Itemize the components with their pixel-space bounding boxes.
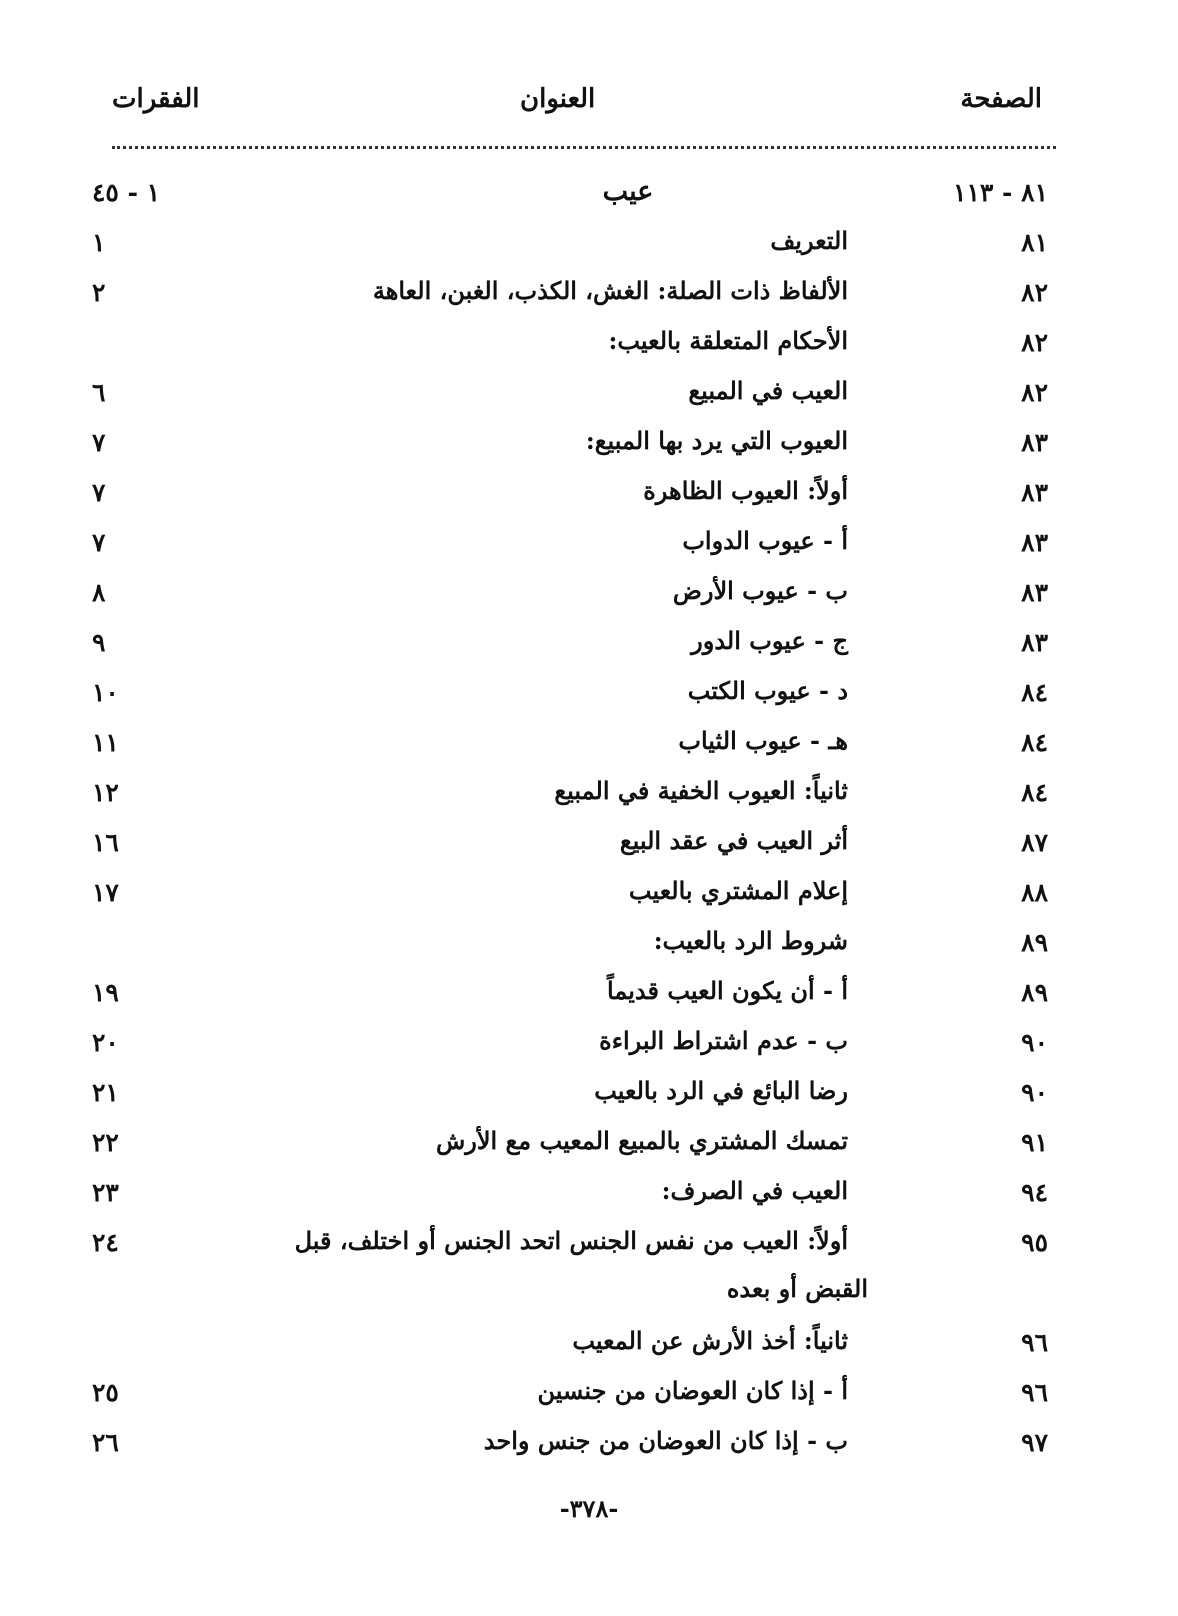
toc-page: ٨٣ (1021, 428, 1048, 457)
toc-page: ٨٤ (1021, 778, 1048, 807)
toc-para: ٢٣ (92, 1178, 119, 1207)
toc-para: ٧ (92, 478, 106, 507)
toc-page: ٨١ (1021, 228, 1048, 257)
toc-para: ١٢ (92, 778, 119, 807)
toc-page: ٨٣ (1021, 528, 1048, 557)
toc-page: ٨٢ (1021, 378, 1048, 407)
toc-row (0, 470, 1178, 520)
toc-title: تمسك المشتري بالمبيع المعيب مع الأرش (435, 1126, 848, 1155)
toc-para: ١٩ (92, 978, 119, 1007)
header-page-label: الصفحة (960, 84, 1042, 114)
toc-para: ٢٤ (92, 1228, 119, 1257)
toc-title: أثر العيب في عقد البيع (619, 826, 848, 855)
toc-title: الألفاظ ذات الصلة: الغش، الكذب، الغبن، العاهة (372, 276, 848, 305)
toc-page: ٩٥ (1021, 1228, 1048, 1257)
toc-title-continuation: القبض أو بعده (726, 1274, 868, 1303)
toc-para: ٨ (92, 578, 106, 607)
column-header (0, 84, 1178, 124)
toc-page: ٨٧ (1021, 828, 1048, 857)
header-paragraphs-label: الفقرات (112, 84, 200, 114)
toc-page: ٩٦ (1021, 1378, 1048, 1407)
toc-page: ٩٠ (1021, 1078, 1048, 1107)
toc-title: ثانياً: أخذ الأرش عن المعيب (572, 1326, 848, 1355)
toc-row (0, 970, 1178, 1020)
toc-page: ٨٢ (1021, 328, 1048, 357)
toc-title: التعريف (770, 226, 848, 255)
dotted-divider (112, 146, 1056, 149)
toc-page: ٨٤ (1021, 678, 1048, 707)
toc-title: العيب في الصرف: (661, 1176, 848, 1205)
toc-title: رضا البائع في الرد بالعيب (594, 1076, 848, 1105)
toc-para: ١٧ (92, 878, 119, 907)
toc-page: ٩٦ (1021, 1328, 1048, 1357)
header-title-label: العنوان (520, 84, 596, 114)
toc-title: ج - عيوب الدور (691, 626, 848, 655)
toc-page: ٩١ (1021, 1128, 1048, 1157)
toc-para-range: ١ - ٤٥ (92, 178, 161, 207)
toc-title: ثانياً: العيوب الخفية في المبيع (554, 776, 848, 805)
toc-row (0, 420, 1178, 470)
toc-para: ١ (92, 228, 106, 257)
toc-title: ب - عدم اشتراط البراءة (599, 1026, 848, 1055)
toc-row (0, 1370, 1178, 1420)
toc-title: أ - أن يكون العيب قديماً (607, 976, 848, 1005)
toc-page: ٨٩ (1021, 928, 1048, 957)
toc-para: ١٠ (92, 678, 119, 707)
toc-para: ٦ (92, 378, 106, 407)
toc-row (0, 1070, 1178, 1120)
toc-title: أولاً: العيب من نفس الجنس اتحد الجنس أو اختلف، قبل (294, 1226, 848, 1255)
toc-row (0, 820, 1178, 870)
toc-row (0, 270, 1178, 320)
toc-title: العيب في المبيع (688, 376, 848, 405)
toc-page: ٨٩ (1021, 978, 1048, 1007)
toc-para: ٢٢ (92, 1128, 119, 1157)
toc-title: الأحكام المتعلقة بالعيب: (608, 326, 848, 355)
toc-title: إعلام المشتري بالعيب (628, 876, 848, 905)
toc-row (0, 320, 1178, 370)
toc-page: ٨٣ (1021, 578, 1048, 607)
toc-row-continuation (0, 1270, 1178, 1320)
toc-page: ٩٤ (1021, 1178, 1048, 1207)
toc-row (0, 1170, 1178, 1220)
toc-title: د - عيوب الكتب (687, 676, 848, 705)
toc-para: ٢١ (92, 1078, 119, 1107)
toc-page-range: ٨١ - ١١٣ (953, 178, 1048, 207)
toc-row (0, 370, 1178, 420)
toc-title: أ - إذا كان العوضان من جنسين (537, 1376, 848, 1405)
toc-row (0, 1220, 1178, 1270)
toc-para: ٧ (92, 528, 106, 557)
toc-row (0, 1320, 1178, 1370)
toc-row (0, 720, 1178, 770)
toc-row (0, 570, 1178, 620)
toc-para: ٩ (92, 628, 106, 657)
toc-para: ٧ (92, 428, 106, 457)
toc-page: ٨٢ (1021, 278, 1048, 307)
toc-page: ٨٣ (1021, 628, 1048, 657)
toc-title: أولاً: العيوب الظاهرة (643, 476, 848, 505)
toc-page: ٨٤ (1021, 728, 1048, 757)
toc-row (0, 870, 1178, 920)
toc-title: ب - إذا كان العوضان من جنس واحد (483, 1426, 848, 1455)
toc-row (0, 1020, 1178, 1070)
toc-para: ١١ (92, 728, 119, 757)
toc-para: ٢ (92, 278, 106, 307)
toc-para: ٢٠ (92, 1028, 119, 1057)
toc-page: ٩٠ (1021, 1028, 1048, 1057)
toc-row (0, 220, 1178, 270)
toc-row (0, 1120, 1178, 1170)
toc-title: العيوب التي يرد بها المبيع: (585, 426, 848, 455)
toc-list (0, 170, 1178, 1470)
toc-title: أ - عيوب الدواب (682, 526, 848, 555)
toc-row (0, 670, 1178, 720)
page-number: -٣٧٨- (559, 1494, 619, 1523)
toc-row (0, 620, 1178, 670)
toc-row-heading (0, 170, 1178, 220)
toc-row (0, 520, 1178, 570)
toc-page: ٨٨ (1021, 878, 1048, 907)
toc-row (0, 1420, 1178, 1470)
toc-title: شروط الرد بالعيب: (653, 926, 848, 955)
toc-title: هـ - عيوب الثياب (678, 726, 848, 755)
toc-para: ٢٥ (92, 1378, 119, 1407)
toc-row (0, 770, 1178, 820)
toc-page: ٨٣ (1021, 478, 1048, 507)
toc-page: ٩٧ (1021, 1428, 1048, 1457)
toc-heading-title: عيب (602, 176, 654, 207)
toc-para: ١٦ (92, 828, 119, 857)
toc-para: ٢٦ (92, 1428, 119, 1457)
toc-row (0, 920, 1178, 970)
toc-title: ب - عيوب الأرض (672, 576, 848, 605)
